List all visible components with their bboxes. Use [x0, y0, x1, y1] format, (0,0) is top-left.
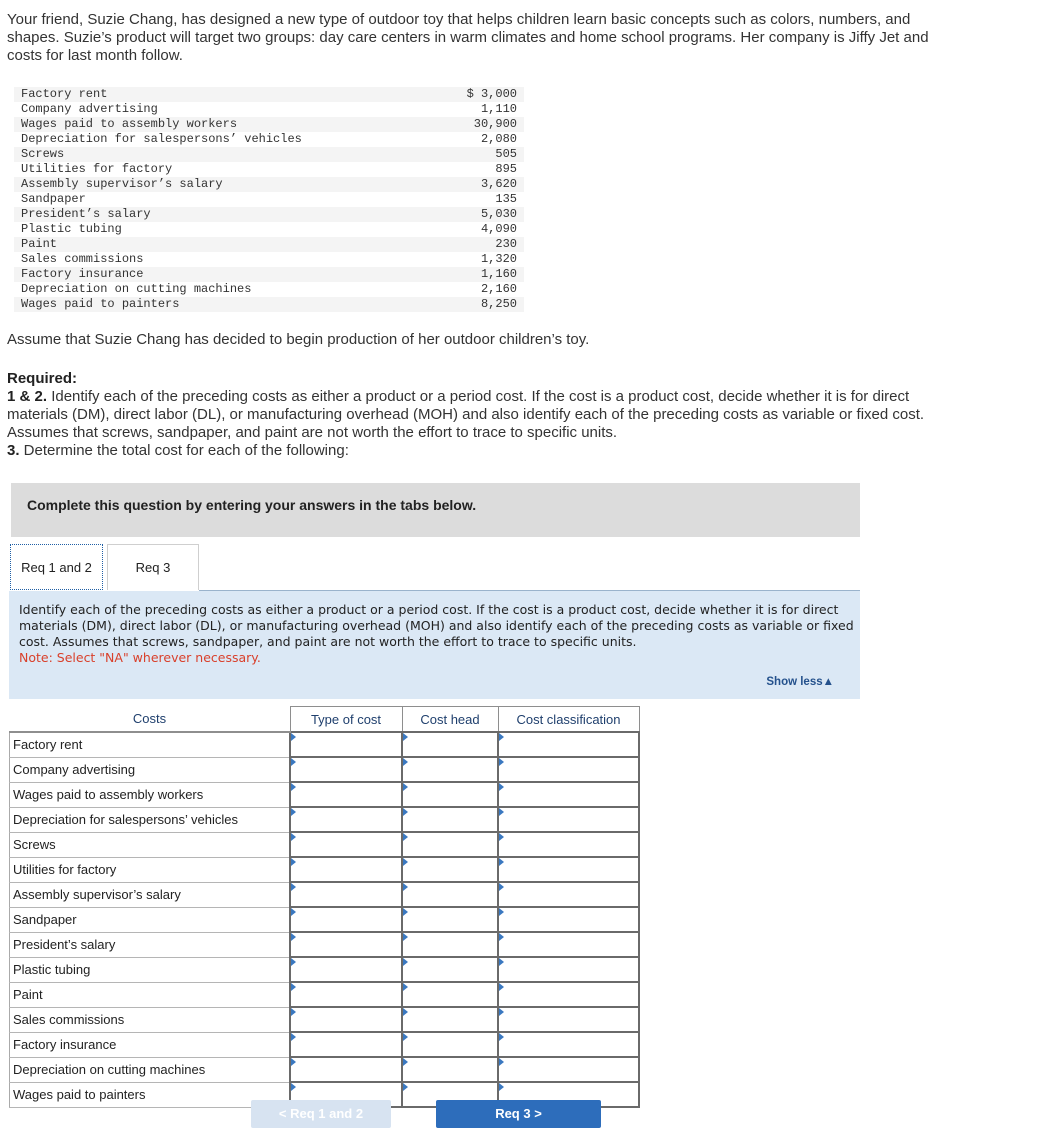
header-cost-classification: Cost classification [498, 707, 639, 733]
type-of-cost-select[interactable] [290, 1032, 402, 1057]
cost-head-select[interactable] [402, 982, 498, 1007]
cost-head-select[interactable] [402, 857, 498, 882]
cost-classification-select[interactable] [498, 982, 639, 1007]
cost-classification-select[interactable] [498, 957, 639, 982]
tab-req-3[interactable]: Req 3 [107, 544, 199, 590]
cost-label: President’s salary [10, 932, 291, 957]
required-heading: Required: [7, 370, 78, 387]
table-row [10, 957, 640, 982]
cost-list-amount: $ 3,000 [466, 87, 517, 101]
instruction-panel [9, 591, 860, 699]
cost-list-amount: 230 [495, 237, 517, 251]
cost-head-select[interactable] [402, 782, 498, 807]
table-row [10, 982, 640, 1007]
panel-note: Note: Select "NA" wherever necessary. [19, 650, 261, 665]
cost-head-select[interactable] [402, 882, 498, 907]
header-cost-head: Cost head [402, 707, 498, 733]
cost-list-name: Depreciation on cutting machines [21, 282, 252, 296]
cost-list-amount: 135 [495, 192, 517, 206]
cost-list-amount: 1,160 [480, 267, 517, 281]
cost-head-select[interactable] [402, 932, 498, 957]
cost-list-row [14, 162, 524, 177]
req12-number: 1 & 2. [7, 388, 48, 405]
req12-text: Identify each of the preceding costs as either a product or a period cost. If the cost is a product cost, decide whether it is for direct materials (DM), direct labor (DL), or manufacturing overhead (MOH) and also identify each of the preceding costs as variable or fixed cost. Assumes that screws, sandpaper, and paint are not worth the effort to trace to specific units. [7, 388, 925, 441]
req3-number: 3. [7, 442, 20, 459]
prev-button[interactable]: < Req 1 and 2 [251, 1100, 391, 1128]
cost-classification-select[interactable] [498, 882, 639, 907]
cost-list-amount: 4,090 [480, 222, 517, 236]
problem-intro: Your friend, Suzie Chang, has designed a new type of outdoor toy that helps children learn basic concepts such as colors, numbers, and shapes. Suzie’s product will target two groups: day care centers in warm climates and home school programs. Her company is Jiffy Jet and costs for last month follow. [7, 11, 929, 64]
table-row [10, 882, 640, 907]
table-row [10, 1057, 640, 1082]
instruction-banner-text: Complete this question by entering your answers in the tabs below. [27, 497, 477, 513]
cost-list-name: Plastic tubing [21, 222, 122, 236]
cost-label: Sandpaper [10, 907, 291, 932]
type-of-cost-select[interactable] [290, 882, 402, 907]
cost-list-amount: 2,160 [480, 282, 517, 296]
cost-label: Depreciation for salespersons’ vehicles [10, 807, 291, 832]
cost-list-name: Sales commissions [21, 252, 144, 266]
type-of-cost-select[interactable] [290, 732, 402, 757]
header-costs: Costs [10, 707, 291, 733]
table-row [10, 782, 640, 807]
cost-label: Screws [10, 832, 291, 857]
cost-classification-select[interactable] [498, 857, 639, 882]
cost-list-name: Assembly supervisor’s salary [21, 177, 223, 191]
type-of-cost-select[interactable] [290, 982, 402, 1007]
assumption-text: Assume that Suzie Chang has decided to begin production of her outdoor children’s toy. [7, 331, 590, 348]
cost-classification-select[interactable] [498, 907, 639, 932]
type-of-cost-select[interactable] [290, 1057, 402, 1082]
req3-text: Determine the total cost for each of the following: [19, 442, 349, 459]
cost-list-name: Factory rent [21, 87, 108, 101]
cost-classification-select[interactable] [498, 732, 639, 757]
cost-label: Paint [10, 982, 291, 1007]
table-row [10, 732, 640, 757]
cost-list-name: Company advertising [21, 102, 158, 116]
cost-head-select[interactable] [402, 1057, 498, 1082]
cost-list-name: Wages paid to assembly workers [21, 117, 238, 131]
cost-list-name: President’s salary [21, 207, 151, 221]
cost-list-amount: 895 [495, 162, 517, 176]
cost-list-row [14, 237, 524, 252]
type-of-cost-select[interactable] [290, 757, 402, 782]
cost-list-amount: 3,620 [480, 177, 517, 191]
cost-list-row [14, 192, 524, 207]
cost-list-row [14, 282, 524, 297]
type-of-cost-select[interactable] [290, 957, 402, 982]
cost-head-select[interactable] [402, 732, 498, 757]
cost-classification-select[interactable] [498, 807, 639, 832]
cost-list-name: Depreciation for salespersons’ vehicles [21, 132, 302, 146]
type-of-cost-select[interactable] [290, 932, 402, 957]
cost-list-amount: 1,320 [480, 252, 517, 266]
type-of-cost-select[interactable] [290, 832, 402, 857]
cost-label: Depreciation on cutting machines [10, 1057, 291, 1082]
cost-list-row [14, 252, 524, 267]
cost-list-row [14, 87, 524, 102]
cost-label: Plastic tubing [10, 957, 291, 982]
cost-list [14, 87, 524, 312]
cost-classification-select[interactable] [498, 757, 639, 782]
cost-list-name: Wages paid to painters [21, 297, 180, 311]
cost-classification-select[interactable] [498, 1032, 639, 1057]
cost-classification-select[interactable] [498, 932, 639, 957]
table-row [10, 907, 640, 932]
cost-list-row [14, 297, 524, 312]
cost-label: Wages paid to painters [10, 1082, 291, 1107]
cost-list-amount: 5,030 [480, 207, 517, 221]
cost-list-row [14, 102, 524, 117]
cost-classification-select[interactable] [498, 782, 639, 807]
cost-head-select[interactable] [402, 907, 498, 932]
type-of-cost-select[interactable] [290, 907, 402, 932]
next-button[interactable]: Req 3 > [436, 1100, 601, 1128]
cost-list-name: Utilities for factory [21, 162, 173, 176]
cost-label: Assembly supervisor’s salary [10, 882, 291, 907]
cost-list-row [14, 147, 524, 162]
cost-label: Company advertising [10, 757, 291, 782]
cost-head-select[interactable] [402, 757, 498, 782]
cost-label: Factory rent [10, 732, 291, 757]
cost-head-select[interactable] [402, 807, 498, 832]
cost-list-name: Factory insurance [21, 267, 144, 281]
cost-label: Wages paid to assembly workers [10, 782, 291, 807]
cost-list-row [14, 117, 524, 132]
table-row [10, 832, 640, 857]
cost-list-name: Paint [21, 237, 58, 251]
cost-classification-select[interactable] [498, 1007, 639, 1032]
table-row [10, 807, 640, 832]
cost-list-amount: 8,250 [480, 297, 517, 311]
cost-list-row [14, 267, 524, 282]
cost-list-row [14, 207, 524, 222]
cost-head-select[interactable] [402, 957, 498, 982]
show-less-link[interactable]: Show less▲ [766, 676, 834, 688]
cost-label: Factory insurance [10, 1032, 291, 1057]
tab-req-1-and-2[interactable]: Req 1 and 2 [10, 544, 103, 590]
cost-list-row [14, 132, 524, 147]
type-of-cost-select[interactable] [290, 857, 402, 882]
type-of-cost-select[interactable] [290, 1007, 402, 1032]
table-row [10, 1032, 640, 1057]
cost-head-select[interactable] [402, 1032, 498, 1057]
cost-head-select[interactable] [402, 1007, 498, 1032]
cost-label: Sales commissions [10, 1007, 291, 1032]
cost-list-amount: 505 [495, 147, 517, 161]
cost-head-select[interactable] [402, 832, 498, 857]
table-row [10, 857, 640, 882]
header-type-of-cost: Type of cost [290, 707, 402, 733]
type-of-cost-select[interactable] [290, 782, 402, 807]
answer-table [9, 706, 640, 1108]
table-row [10, 932, 640, 957]
cost-label: Utilities for factory [10, 857, 291, 882]
type-of-cost-select[interactable] [290, 807, 402, 832]
panel-text: Identify each of the preceding costs as either a product or a period cost. If the cost is a product cost, decide whether it is for direct materials (DM), direct labor (DL), or manufacturing overhead (MOH) and also identify each of the preceding costs as variable or fixed cost. Assumes that screws, sandpaper, and paint are not worth the effort to trace to specific units. [19, 602, 854, 649]
cost-classification-select[interactable] [498, 1057, 639, 1082]
cost-list-row [14, 222, 524, 237]
cost-list-name: Sandpaper [21, 192, 86, 206]
cost-classification-select[interactable] [498, 832, 639, 857]
table-row [10, 1007, 640, 1032]
cost-list-row [14, 177, 524, 192]
required-section [7, 370, 947, 460]
instruction-banner [11, 483, 860, 537]
cost-list-amount: 2,080 [480, 132, 517, 146]
cost-list-amount: 30,900 [473, 117, 517, 131]
cost-list-name: Screws [21, 147, 65, 161]
cost-list-amount: 1,110 [480, 102, 517, 116]
table-row [10, 757, 640, 782]
